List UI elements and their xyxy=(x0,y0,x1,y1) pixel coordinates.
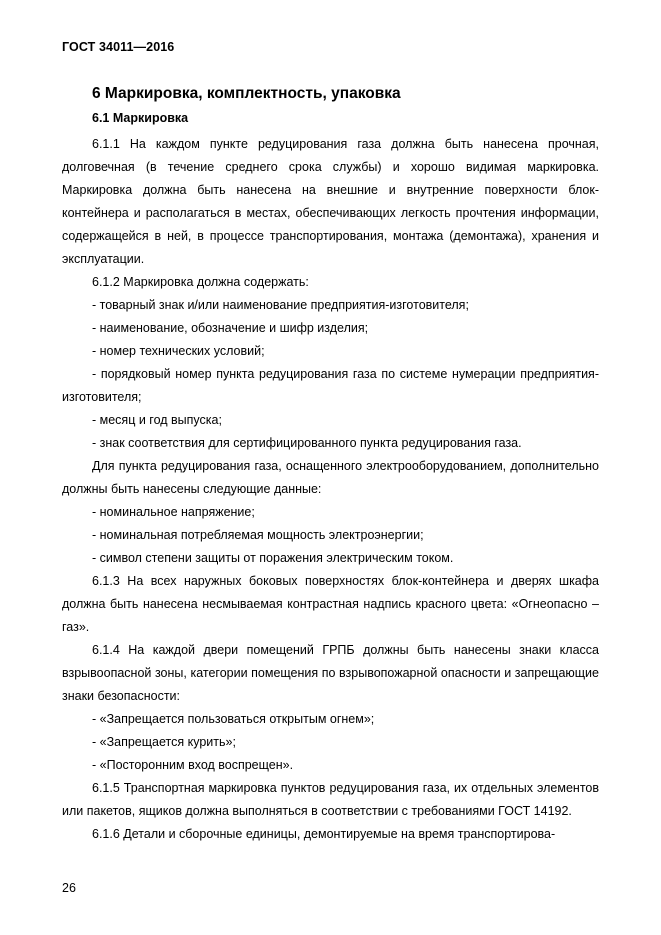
paragraph-6-1-6: 6.1.6 Детали и сборочные единицы, демонтируемые на время транспортирова- xyxy=(92,827,556,841)
paragraph-6-1-4: 6.1.4 На каждой двери помещений ГРПБ должны быть нанесены знаки класса взрывоопасной зоны, категории помещения по взрывопожарной опасности и запрещающие знаки безопасности: xyxy=(62,643,599,703)
list-item: - «Посторонним вход воспрещен». xyxy=(92,758,294,772)
subsection-title: 6.1 Маркировка xyxy=(92,111,189,125)
page-number: 26 xyxy=(62,881,76,895)
paragraph-6-1-2: 6.1.2 Маркировка должна содержать: xyxy=(92,275,309,289)
list-item: - номинальная потребляемая мощность электроэнергии; xyxy=(92,528,424,542)
paragraph-electrical: Для пункта редуцирования газа, оснащенного электрооборудованием, дополнительно должны быть нанесены следующие данные: xyxy=(62,459,599,496)
list-item: - «Запрещается пользоваться открытым огнем»; xyxy=(92,712,375,726)
list-item: - знак соответствия для сертифицированного пункта редуцирования газа. xyxy=(92,436,522,450)
paragraph-6-1-5: 6.1.5 Транспортная маркировка пунктов редуцирования газа, их отдельных элементов или пакетов, ящиков должна выполняться в соответствии с требованиями ГОСТ 14192. xyxy=(62,781,599,818)
standard-header: ГОСТ 34011—2016 xyxy=(62,40,175,54)
list-item: - номинальное напряжение; xyxy=(92,505,255,519)
list-item: - «Запрещается курить»; xyxy=(92,735,236,749)
list-item: - порядковый номер пункта редуцирования газа по системе нумерации предприятия-изготовителя; xyxy=(62,367,599,404)
paragraph-6-1-3: 6.1.3 На всех наружных боковых поверхностях блок-контейнера и дверях шкафа должна быть нанесена несмываемая контрастная надпись красного цвета: «Огнеопасно – газ». xyxy=(62,574,599,634)
list-item: - месяц и год выпуска; xyxy=(92,413,222,427)
section-title: 6 Маркировка, комплектность, упаковка xyxy=(92,85,401,102)
body-text xyxy=(62,133,599,846)
list-item: - товарный знак и/или наименование предприятия-изготовителя; xyxy=(92,298,469,312)
paragraph-6-1-1: 6.1.1 На каждом пункте редуцирования газа должна быть нанесена прочная, долговечная (в течение среднего срока службы) и хорошо видимая маркировка. Маркировка должна быть нанесена на внешние и внутренние поверхности блок-контейнера и располагаться в местах, обеспечивающих легкость прочтения информации, содержащейся в ней, в процессе транспортирования, монтажа (демонтажа), хранения и эксплуатации. xyxy=(62,137,599,266)
list-item: - символ степени защиты от поражения электрическим током. xyxy=(92,551,454,565)
list-item: - номер технических условий; xyxy=(92,344,265,358)
list-item: - наименование, обозначение и шифр изделия; xyxy=(92,321,369,335)
